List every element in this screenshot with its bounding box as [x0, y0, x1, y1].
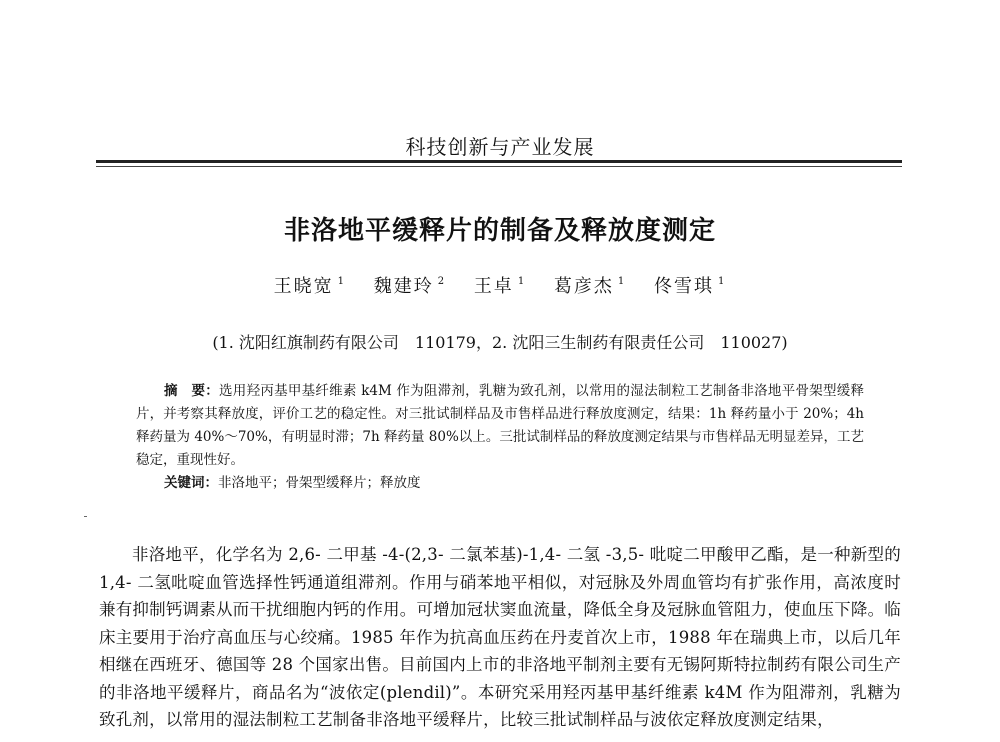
keywords-label: 关键词： — [164, 475, 218, 491]
author-affiliation-mark: 1 — [718, 276, 727, 287]
abstract-text: 选用羟丙基甲基纤维素 k4M 作为阻滞剂，乳糖为致孔剂，以常用的湿法制粒工艺制备非洛地平骨架型缓释片，并考察其释放度，评价工艺的稳定性。对三批试制样品及市售样品进行释放度测定，结果：1h 释药量小于 20%；4h 释药量为 40%～70%，有明显时滞；7h 释药量 80%以上。三批试制样品的释放度测定结果与市售样品无明显差异，工艺稳定，重现性好。 — [136, 383, 864, 468]
author: 魏建玲 $^2$ — [373, 276, 447, 297]
author: 佟雪琪 $^1$ — [654, 276, 727, 297]
author-affiliation-mark: 2 — [437, 276, 447, 287]
author: 王晓宽 $^1$ — [273, 276, 346, 297]
body-text — [99, 541, 901, 734]
author-affiliation-mark: 1 — [337, 276, 346, 287]
author: 葛彦杰 $^1$ — [553, 276, 627, 297]
body-paragraph: 非洛地平，化学名为 2,6- 二甲基 -4-(2,3- 二氯苯基)-1,4- 二氢 -3,5- 吡啶二甲酸甲乙酯，是一种新型的 1,4- 二氢吡啶血管选择性钙通道组滞剂。作用与硝苯地平相似，对冠脉及外周血管均有扩张作用，高浓度时兼有抑制钙调素从而干扰细胞内钙的作用。可增加冠状窦血流量，降低全身及冠脉血管阻力，使血压下降。临床主要用于治疗高血压与心绞痛。1985 年作为抗高血压药在丹麦首次上市，1988 年在瑞典上市，以后几年相继在西班牙、德国等 28 个国家出售。目前国内上市的非洛地平制剂主要有无锡阿斯特拉制药有限公司生产的非洛地平缓释片，商品名为“波依定(plendil)”。本研究采用羟丙基甲基纤维素 k4M 作为阻滞剂，乳糖为致孔剂，以常用的湿法制粒工艺制备非洛地平缓释片，比较三批试制样品与波依定释放度测定结果， — [99, 545, 901, 729]
author-affiliation-mark: 1 — [517, 276, 527, 287]
header-rule-thin — [96, 166, 902, 167]
scan-speck — [84, 516, 87, 517]
affiliation-line: (1. 沈阳红旗制药有限公司 110179，2. 沈阳三生制药有限责任公司 110027) — [212, 333, 788, 352]
author: 王卓 $^1$ — [473, 276, 527, 297]
author-list — [0, 272, 1000, 298]
keywords-text: 非洛地平；骨架型缓释片；释放度 — [218, 475, 421, 491]
keywords-line — [136, 472, 864, 495]
section-header: 科技创新与产业发展 — [405, 135, 595, 159]
abstract-block — [136, 380, 864, 495]
abstract-label: 摘 要： — [164, 383, 220, 399]
author-affiliation-mark: 1 — [617, 276, 627, 287]
header-rule-thick — [96, 160, 902, 163]
abstract-paragraph — [136, 380, 864, 472]
paper-title: 非洛地平缓释片的制备及释放度测定 — [283, 216, 716, 246]
